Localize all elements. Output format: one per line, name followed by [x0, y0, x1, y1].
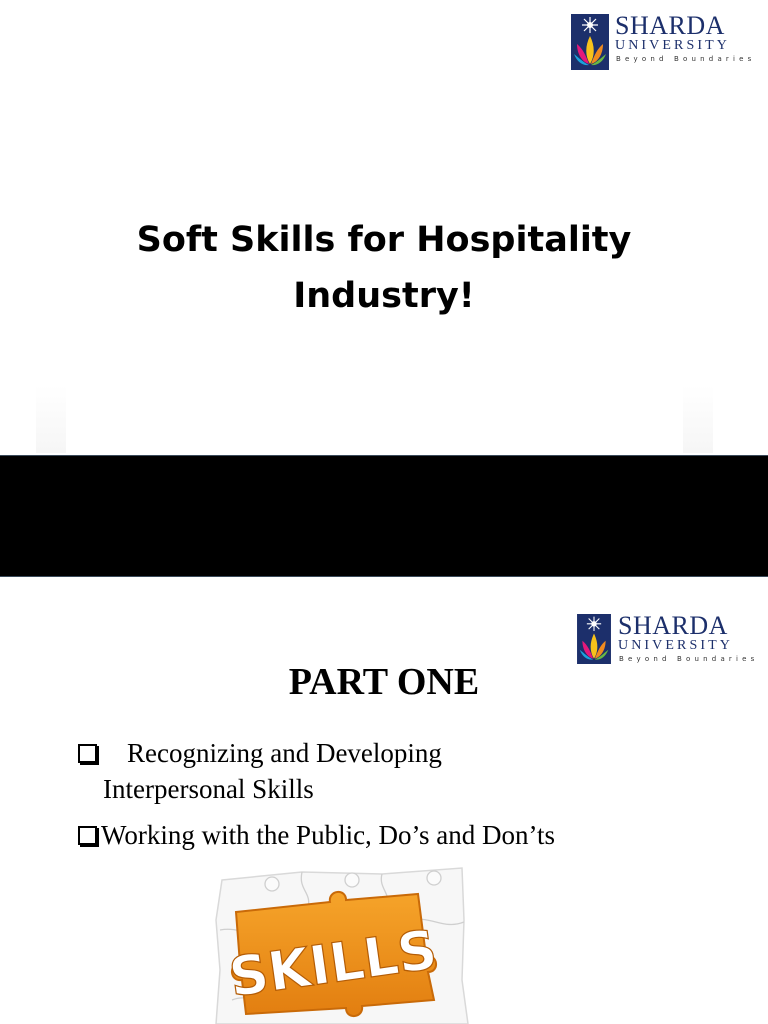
- checkbox-bullet-icon: [78, 826, 97, 845]
- sharda-logo: [576, 611, 759, 664]
- logo-subtitle: UNIVERSITY: [618, 638, 733, 653]
- logo-tagline: Beyond Boundaries: [619, 655, 759, 663]
- sharda-logo: [571, 11, 756, 70]
- bullet-text: Recognizing and Developing: [127, 738, 442, 768]
- bullet-item: [78, 735, 442, 771]
- slide-title-line-2: Industry!: [293, 276, 475, 316]
- sharda-logo-icon: [571, 14, 609, 70]
- slide-title: [40, 212, 728, 324]
- bullet-text: Working with the Public, Do’s and Don’ts: [101, 820, 556, 850]
- title-slide: [0, 0, 768, 455]
- slide-divider: [0, 455, 768, 577]
- part-heading: PART ONE: [288, 661, 480, 703]
- logo-name: SHARDA: [615, 11, 725, 40]
- skills-label: SKILLS: [225, 917, 441, 1010]
- logo-name: SHARDA: [618, 611, 728, 640]
- faint-shadow-right: [683, 385, 713, 453]
- sharda-logo-icon: [576, 614, 612, 664]
- bullet-item: [78, 817, 555, 853]
- puzzle-skills-image: [212, 860, 472, 1024]
- faint-shadow-left: [36, 385, 66, 453]
- checkbox-bullet-icon: [78, 744, 97, 763]
- logo-subtitle: UNIVERSITY: [615, 38, 730, 53]
- bullet-text-continuation: Interpersonal Skills: [103, 774, 314, 804]
- logo-tagline: Beyond Boundaries: [616, 55, 756, 63]
- slide-title-line-1: Soft Skills for Hospitality: [136, 220, 632, 260]
